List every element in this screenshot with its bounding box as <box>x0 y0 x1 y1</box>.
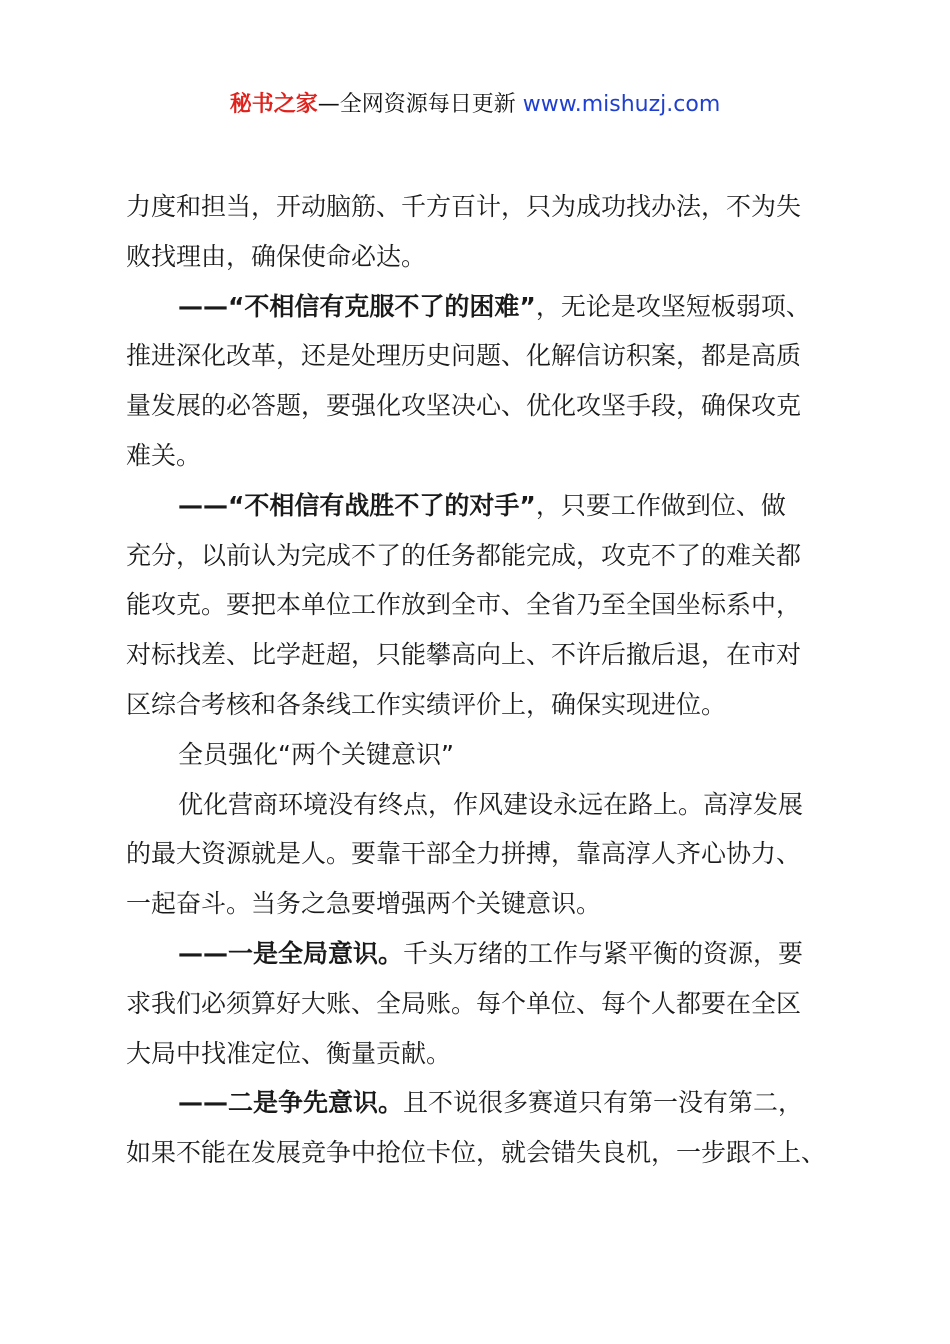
line-text: 能攻克。要把本单位工作放到全市、全省乃至全国坐标系中， <box>126 590 802 620</box>
text-line <box>126 182 836 232</box>
line-text: 力度和担当，开动脑筋、千方百计，只为成功找办法，不为失 <box>126 192 802 221</box>
line-text: 如果不能在发展竞争中抢位卡位，就会错失良机，一步跟不上、 <box>126 1138 827 1168</box>
text-line <box>126 531 836 581</box>
line-text: 的最大资源就是人。要靠干部全力拼搏，靠高淳人齐心协力、 <box>126 839 802 869</box>
line-text: 大局中找准定位、衡量贡献。 <box>126 1038 452 1068</box>
line-text: 优化营商环境没有终点，作风建设永远在路上。高淳发展 <box>178 789 804 819</box>
brand-name: 秘书之家 <box>229 92 318 117</box>
line-text: 量发展的必答题，要强化攻坚决心、优化攻坚手段，确保攻克 <box>126 391 802 421</box>
bold-lead: ——一是全局意识。 <box>178 938 404 968</box>
text-line <box>126 879 836 929</box>
line-text: 推进深化改革，还是处理历史问题、化解信访积案，都是高质 <box>126 341 802 371</box>
bold-lead: ——“不相信有克服不了的困难” <box>178 291 536 321</box>
document-body <box>126 182 836 1178</box>
text-line <box>126 780 836 830</box>
text-line <box>126 979 836 1029</box>
text-line <box>126 481 836 531</box>
text-line <box>126 630 836 680</box>
line-text: 且不说很多赛道只有第一没有第二， <box>403 1088 804 1118</box>
text-line <box>126 829 836 879</box>
text-line <box>126 680 836 730</box>
line-text: 区综合考核和各条线工作实绩评价上，确保实现进位。 <box>126 689 727 719</box>
line-text: 全员强化“两个关键意识” <box>178 739 454 769</box>
line-text: 求我们必须算好大账、全局账。每个单位、每个人都要在全区 <box>126 988 802 1018</box>
line-text: ，无论是攻坚短板弱项、 <box>535 291 811 321</box>
text-line <box>126 1078 836 1128</box>
text-line <box>126 331 836 381</box>
site-url[interactable]: www.mishuzj.com <box>522 92 721 117</box>
text-line <box>126 232 836 282</box>
text-line <box>126 282 836 332</box>
text-line <box>126 1029 836 1079</box>
line-text: ，只要工作做到位、做 <box>535 490 786 520</box>
line-text: 败找理由，确保使命必达。 <box>126 241 427 271</box>
text-line <box>126 929 836 979</box>
bold-lead: ——“不相信有战胜不了的对手” <box>178 490 536 520</box>
page-header <box>0 88 950 122</box>
line-text: 难关。 <box>126 440 202 470</box>
text-line <box>126 381 836 431</box>
header-tagline: —全网资源每日更新 <box>317 92 516 117</box>
line-text: 千头万绪的工作与紧平衡的资源，要 <box>403 938 804 968</box>
line-text: 对标找差、比学赶超，只能攀高向上、不许后撤后退，在市对 <box>126 640 802 670</box>
bold-lead: ——二是争先意识。 <box>178 1088 404 1118</box>
text-line <box>126 580 836 630</box>
line-text: 充分，以前认为完成不了的任务都能完成，攻克不了的难关都 <box>126 540 802 570</box>
text-line <box>126 1128 836 1178</box>
text-line <box>126 730 836 780</box>
line-text: 一起奋斗。当务之急要增强两个关键意识。 <box>126 889 602 919</box>
text-line <box>126 431 836 481</box>
